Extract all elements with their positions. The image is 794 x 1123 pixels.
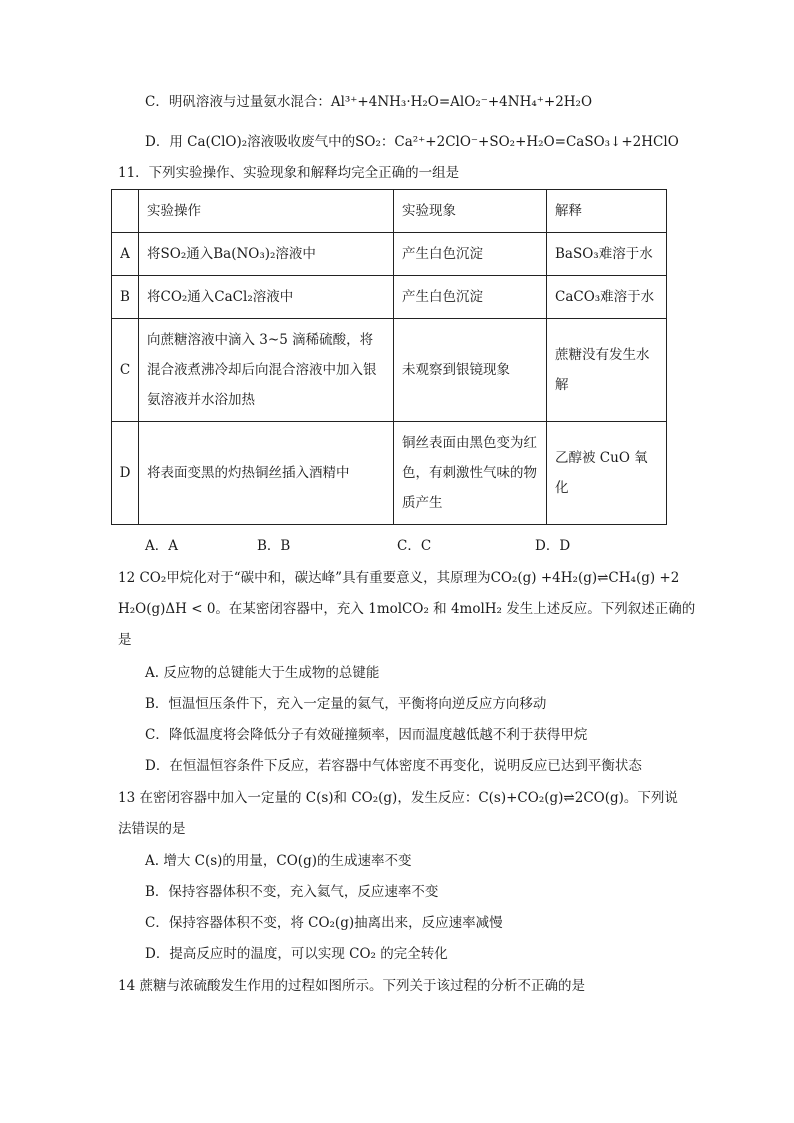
row-phenomenon: 铜丝表面由黑色变为红色，有刺激性气味的物质产生: [394, 422, 547, 525]
row-key: D: [112, 422, 139, 525]
q11-option-a[interactable]: A．A: [145, 538, 178, 554]
row-operation: 将SO₂通入Ba(NO₃)₂溶液中: [139, 233, 394, 276]
q11-option-d[interactable]: D．D: [535, 538, 571, 554]
row-key: C: [112, 319, 139, 422]
table-row: [112, 276, 667, 319]
header-phenomenon: 实验现象: [394, 190, 547, 233]
q10-option-c: C．明矾溶液与过量氨水混合：Al³⁺+4NH₃·H₂O=AlO₂⁻+4NH₄⁺+2H₂O: [145, 94, 593, 110]
row-key: B: [112, 276, 139, 319]
q14-stem: 14 蔗糖与浓硫酸发生作用的过程如图所示。下列关于该过程的分析不正确的是: [118, 978, 585, 994]
table-row: [112, 233, 667, 276]
q13-option-b[interactable]: B．保持容器体积不变，充入氦气，反应速率不变: [145, 884, 439, 900]
q12-option-a[interactable]: A. 反应物的总键能大于生成物的总键能: [145, 665, 380, 681]
q13-stem-line2: 法错误的是: [118, 821, 186, 837]
row-operation: 将表面变黑的灼热铜丝插入酒精中: [139, 422, 394, 525]
q12-stem-line3: 是: [118, 632, 132, 648]
q13-option-a[interactable]: A. 增大 C(s)的用量，CO(g)的生成速率不变: [145, 853, 412, 869]
row-explanation: CaCO₃难溶于水: [547, 276, 667, 319]
q12-option-c[interactable]: C．降低温度将会降低分子有效碰撞频率，因而温度越低越不利于获得甲烷: [145, 727, 588, 743]
q12-stem-line2: H₂O(g)ΔH < 0。在某密闭容器中，充入 1molCO₂ 和 4molH₂ 发生上述反应。下列叙述正确的: [118, 601, 696, 617]
q12-stem-line1: 12 CO₂甲烷化对于“碳中和，碳达峰”具有重要意义，其原理为CO₂(g) +4H₂(g)⇌CH₄(g) +2: [118, 570, 680, 586]
header-key: [112, 190, 139, 233]
q13-option-c[interactable]: C．保持容器体积不变，将 CO₂(g)抽离出来，反应速率减慢: [145, 915, 503, 931]
row-explanation: BaSO₃难溶于水: [547, 233, 667, 276]
row-explanation: 蔗糖没有发生水解: [547, 319, 667, 422]
q12-option-b[interactable]: B．恒温恒压条件下，充入一定量的氦气，平衡将向逆反应方向移动: [145, 696, 547, 712]
header-operation: 实验操作: [139, 190, 394, 233]
row-explanation: 乙醇被 CuO 氧化: [547, 422, 667, 525]
row-phenomenon: 产生白色沉淀: [394, 276, 547, 319]
q11-stem: 11．下列实验操作、实验现象和解释均完全正确的一组是: [118, 165, 460, 181]
row-phenomenon: 产生白色沉淀: [394, 233, 547, 276]
q13-option-d[interactable]: D．提高反应时的温度，可以实现 CO₂ 的完全转化: [145, 946, 448, 962]
q11-option-c[interactable]: C．C: [397, 538, 432, 554]
row-operation: 向蔗糖溶液中滴入 3~5 滴稀硫酸，将混合液煮沸冷却后向混合溶液中加入银氨溶液并水浴加热: [139, 319, 394, 422]
q13-stem-line1: 13 在密闭容器中加入一定量的 C(s)和 CO₂(g)，发生反应：C(s)+CO₂(g)⇌2CO(g)。下列说: [118, 790, 678, 806]
q11-option-b[interactable]: B．B: [257, 538, 291, 554]
q11-options: [145, 536, 595, 556]
header-explanation: 解释: [547, 190, 667, 233]
row-key: A: [112, 233, 139, 276]
row-phenomenon: 未观察到银镜现象: [394, 319, 547, 422]
q10-option-d: D．用 Ca(ClO)₂溶液吸收废气中的SO₂：Ca²⁺+2ClO⁻+SO₂+H₂O=CaSO₃↓+2HClO: [145, 134, 679, 150]
q11-experiment-table: [111, 189, 667, 525]
table-row: [112, 422, 667, 525]
q12-option-d[interactable]: D．在恒温恒容条件下反应，若容器中气体密度不再变化，说明反应已达到平衡状态: [145, 758, 642, 774]
table-row: [112, 319, 667, 422]
table-header-row: [112, 190, 667, 233]
row-operation: 将CO₂通入CaCl₂溶液中: [139, 276, 394, 319]
